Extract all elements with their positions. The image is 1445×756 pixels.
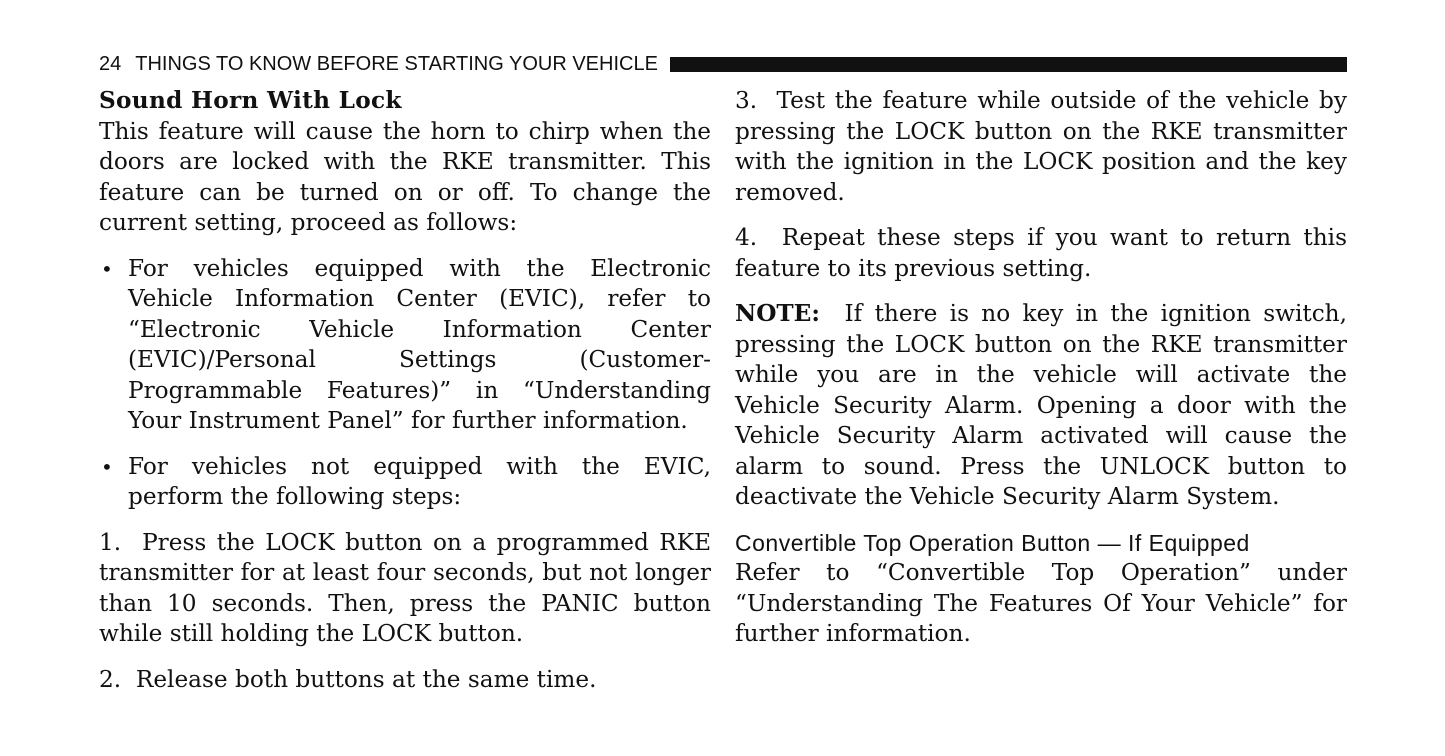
step-1: 1. Press the LOCK button on a programmed RKE transmitter for at least four seconds, but not longer than 10 seconds. Then, press the PANIC button while still holding the LOCK button. xyxy=(99,528,711,647)
bullet-text: For vehicles equipped with the Electronic Vehicle Information Center (EVIC), refer to “Electronic Vehicle Information Center (EVIC)/Personal Settings (Customer-Programmable Features)” in “Understanding Your Instrument Panel” for further information. xyxy=(128,254,711,434)
note-paragraph xyxy=(735,299,1347,513)
bullet-list xyxy=(99,254,711,513)
list-item xyxy=(99,452,711,513)
list-item xyxy=(99,254,711,437)
section-heading: Sound Horn With Lock xyxy=(99,87,402,114)
page-number: 24 xyxy=(99,52,122,75)
right-column xyxy=(735,86,1347,665)
bullet-icon: • xyxy=(101,454,113,479)
step-4: 4. Repeat these steps if you want to return this feature to its previous setting. xyxy=(735,224,1347,282)
bullet-icon: • xyxy=(101,256,113,281)
subsection-paragraph: Refer to “Convertible Top Operation” under “Understanding The Features Of Your Vehicle” for further information. xyxy=(735,559,1347,647)
header-rule xyxy=(670,57,1347,72)
note-label: NOTE: xyxy=(735,300,820,327)
intro-paragraph: This feature will cause the horn to chirp when the doors are locked with the RKE transmitter. This feature can be turned on or off. To change the current setting, proceed as follows: xyxy=(99,117,711,236)
section-title: THINGS TO KNOW BEFORE STARTING YOUR VEHICLE xyxy=(135,52,658,75)
bullet-text: For vehicles not equipped with the EVIC, perform the following steps: xyxy=(128,452,711,510)
left-column xyxy=(99,86,711,710)
subsection-heading: Convertible Top Operation Button — If Equipped xyxy=(735,529,1250,556)
step-2: 2. Release both buttons at the same time. xyxy=(99,665,597,693)
step-3: 3. Test the feature while outside of the vehicle by pressing the LOCK button on the RKE transmitter with the ignition in the LOCK position and the key removed. xyxy=(735,87,1347,206)
note-text: If there is no key in the ignition switch, pressing the LOCK button on the RKE transmitter while you are in the vehicle will activate the Vehicle Security Alarm. Opening a door with the Vehicle Security Alarm activated will cause the alarm to sound. Press the UNLOCK button to deactivate the Vehicle Security Alarm System. xyxy=(735,300,1347,510)
page-header xyxy=(99,52,1347,76)
